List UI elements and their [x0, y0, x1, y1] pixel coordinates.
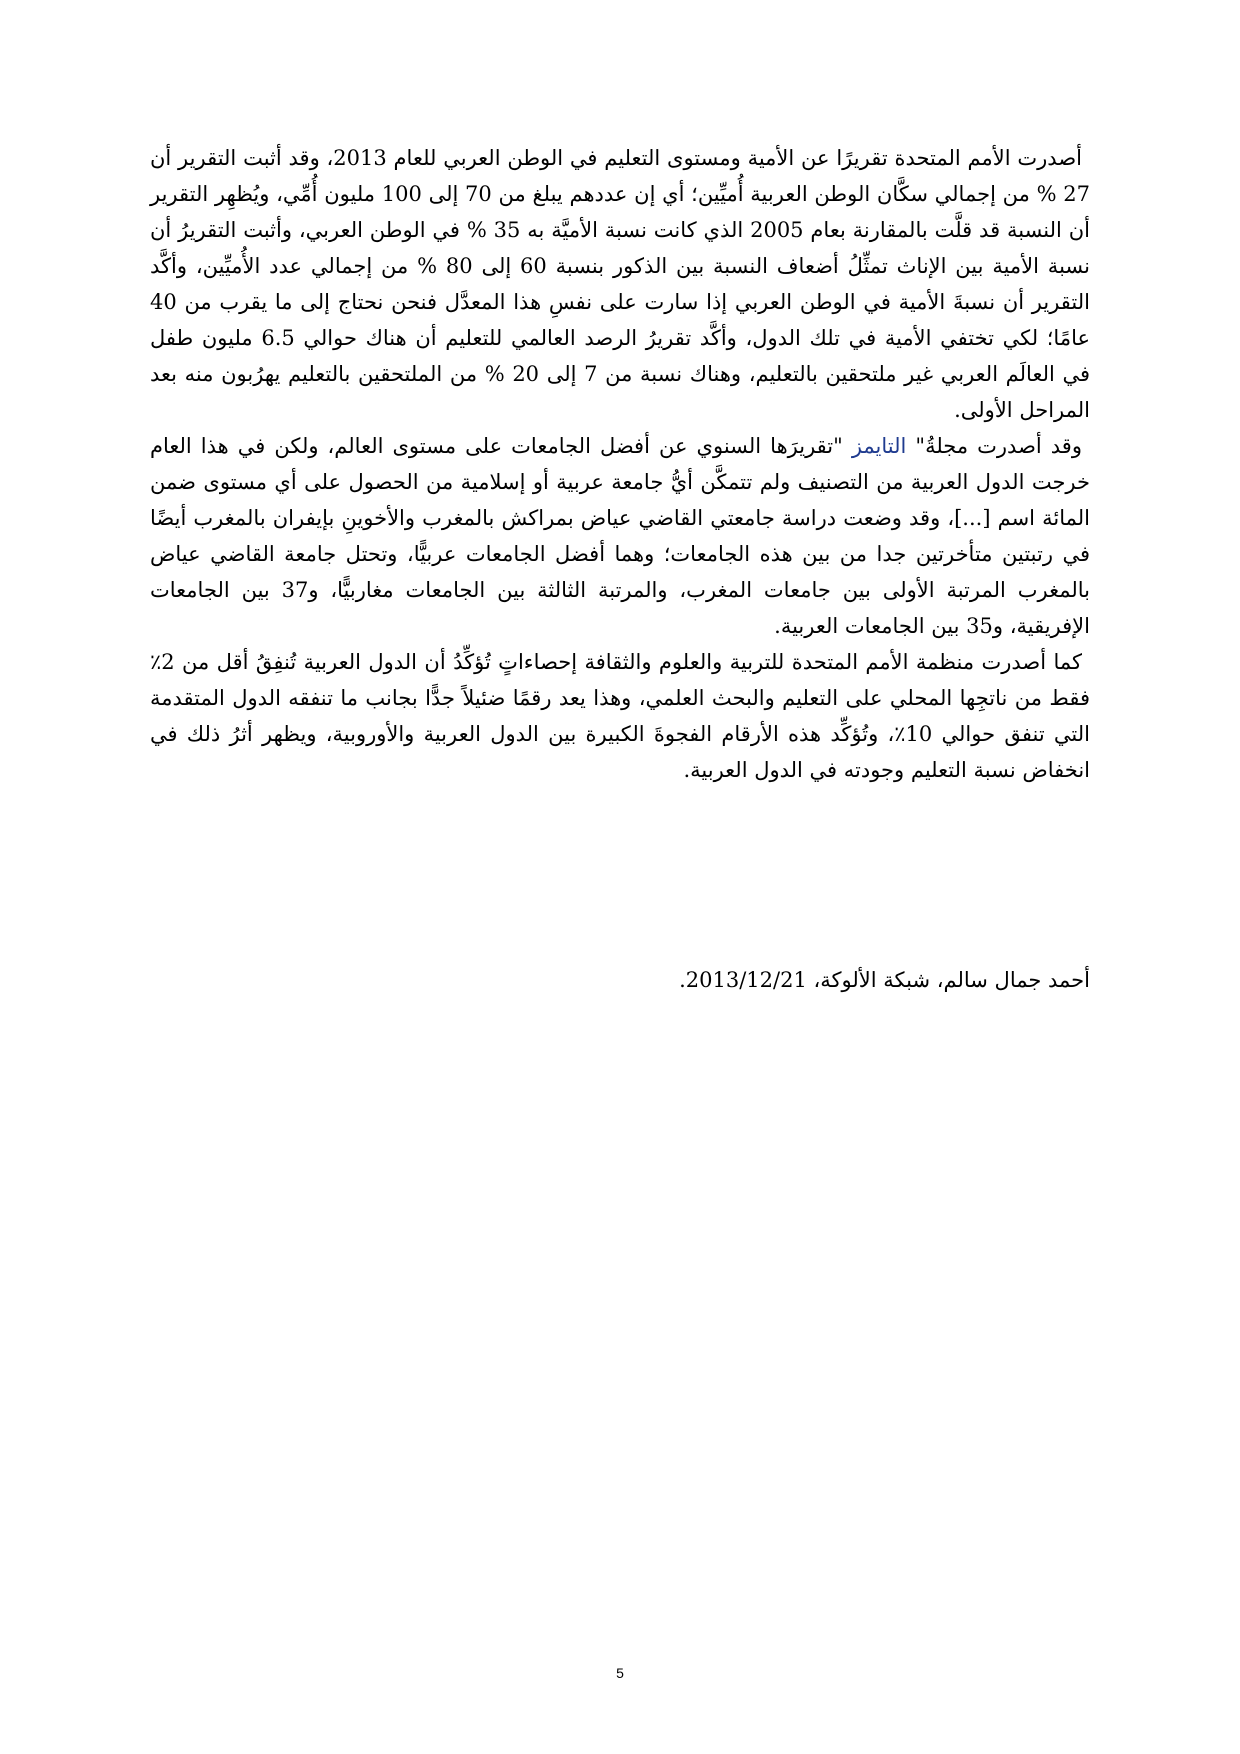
paragraph-illiteracy-report: أصدرت الأمم المتحدة تقريرًا عن الأمية ومستوى التعليم في الوطن العربي للعام 2013، وقد أثبت التقرير أن 27 % من إجمالي سكَّان الوطن العربية أُميِّين؛ أي إن عددهم يبلغ من 70 إلى 100 مليون أُمِّي، ويُظهِر التقرير أن النسبة قد قلَّت بالمقارنة بعام 2005 الذي كانت نسبة الأميَّة به 35 % في الوطن العربي، وأثبت التقريرُ أن نسبة الأمية بين الإناث تمثِّلُ أضعاف النسبة بين الذكور بنسبة 60 إلى 80 % من إجمالي عدد الأُميِّين، وأكَّد التقرير أن نسبةَ الأمية في الوطن العربي إذا سارت على نفسِ هذا المعدَّل فنحن نحتاج إلى ما يقرب من 40 عامًا؛ لكي تختفي الأمية في تلك الدول، وأكَّد تقريرُ الرصد العالمي للتعليم أن هناك حوالي 6.5 مليون طفل في العالَم العربي غير ملتحقين بالتعليم، وهناك نسبة من 7 إلى 20 % من الملتحقين بالتعليم يهرُبون منه بعد المراحل الأولى. — [150, 146, 1090, 422]
times-magazine-link[interactable]: التايمز — [851, 434, 907, 458]
paragraph-university-ranking — [150, 428, 1090, 644]
paragraph-education-spending: كما أصدرت منظمة الأمم المتحدة للتربية والعلوم والثقافة إحصاءاتٍ تُؤكِّدُ أن الدول العربية تُنفِقُ أقل من 2٪ فقط من ناتجِها المحلي على التعليم والبحث العلمي، وهذا يعد رقمًا ضئيلاً جدًّا بجانب ما تنفقه الدول المتقدمة التي تنفق حوالي 10٪، وتُؤكِّد هذه الأرقام الفجوةَ الكبيرة بين الدول العربية والأوروبية، ويظهر أثرُ ذلك في انخفاض نسبة التعليم وجودته في الدول العربية. — [150, 650, 1090, 782]
document-body — [150, 140, 1090, 788]
paragraph-ranking-text-end: "تقريرَها السنوي عن أفضل الجامعات على مستوى العالم، ولكن في هذا العام خرجت الدول العربية من التصنيف ولم تتمكَّن أيُّ جامعة عربية أو إسلامية من الحصول على أي مستوى ضمن المائة اسم [...]، وقد وضعت دراسة جامعتي القاضي عياض بمراكش بالمغرب والأخوينِ بإيفران بالمغرب أيضًا في رتبتين متأخرتين جدا من بين هذه الجامعات؛ وهما أفضل الجامعات عربيًّا، وتحتل جامعة القاضي عياض بالمغرب المرتبة الأولى بين جامعات المغرب، والمرتبة الثالثة بين الجامعات مغاربيًّا، و37 بين الجامعات الإفريقية، و35 بين الجامعات العربية. — [150, 434, 1090, 638]
paragraph-ranking-text-start: وقد أصدرت مجلةُ" — [906, 434, 1082, 458]
page-number: 5 — [616, 1665, 624, 1681]
author-signature: أحمد جمال سالم، شبكة الألوكة، 2013/12/21. — [679, 968, 1090, 992]
